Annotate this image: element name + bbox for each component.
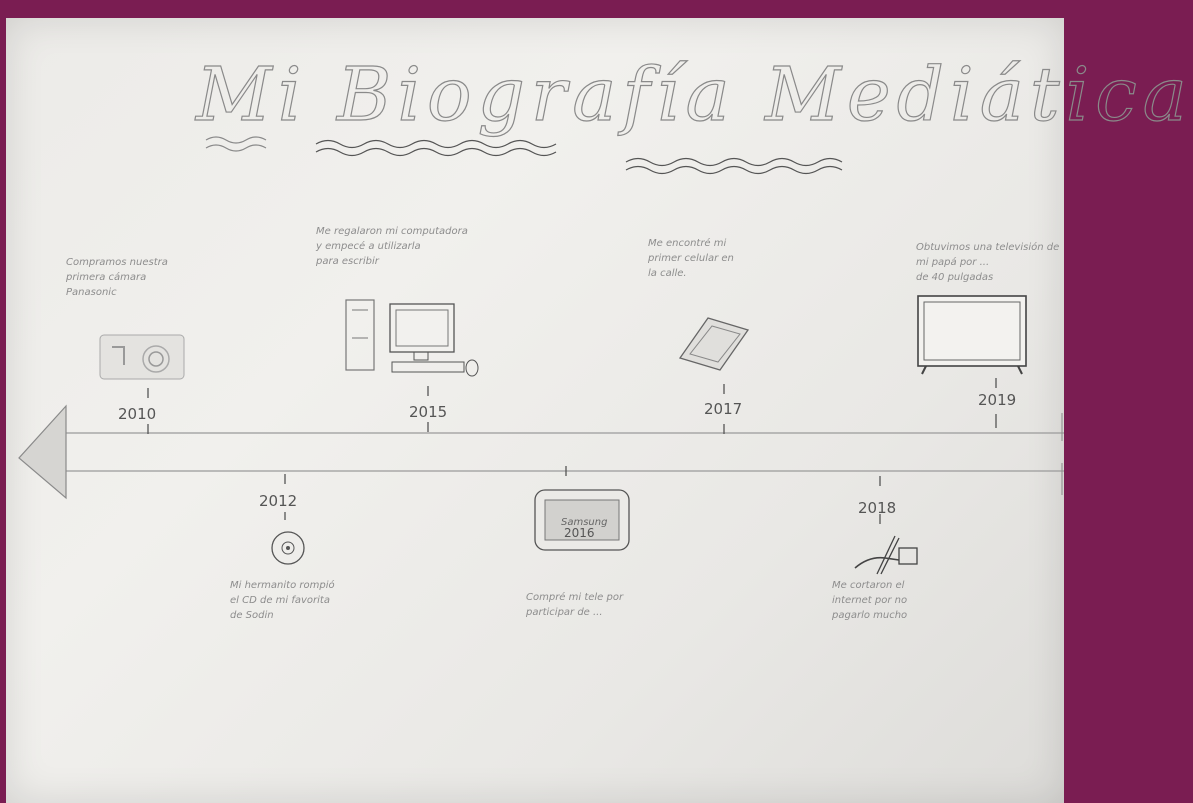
note-2010: Compramos nuestra primera cámara Panasonic xyxy=(66,257,168,298)
cut-cable-icon xyxy=(851,530,921,580)
television-icon xyxy=(916,294,1031,380)
poster-title xyxy=(196,52,1193,162)
year-2010: 2010 xyxy=(118,405,157,423)
note-2016: Compré mi tele por participar de ... xyxy=(526,592,624,618)
year-2019: 2019 xyxy=(978,391,1017,409)
cd-icon xyxy=(268,528,308,568)
year-2012: 2012 xyxy=(259,492,298,510)
poster-paper xyxy=(6,18,1193,803)
year-2017: 2017 xyxy=(704,400,743,418)
year-2018: 2018 xyxy=(858,499,897,517)
note-2018: Me cortaron el internet por no pagarlo mucho xyxy=(832,580,908,621)
year-2016: 2016 xyxy=(564,526,595,540)
note-2019: Obtuvimos una televisión de mi papá por ... de 40 pulgadas xyxy=(916,242,1060,283)
title-text: Mi Biografía Mediática xyxy=(196,52,1193,138)
year-2015: 2015 xyxy=(409,403,448,421)
computer-icon xyxy=(344,298,484,383)
note-2015: Me regalaron mi computadora y empecé a utilizarla para escribir xyxy=(316,226,468,267)
tablet-screen-text: Samsung xyxy=(561,517,608,528)
cellphone-icon xyxy=(678,314,758,374)
note-2012: Mi hermanito rompió el CD de mi favorita de Sodin xyxy=(230,580,335,621)
camera-icon xyxy=(98,333,188,383)
note-2017: Me encontré mi primer celular en la calle. xyxy=(648,238,734,279)
